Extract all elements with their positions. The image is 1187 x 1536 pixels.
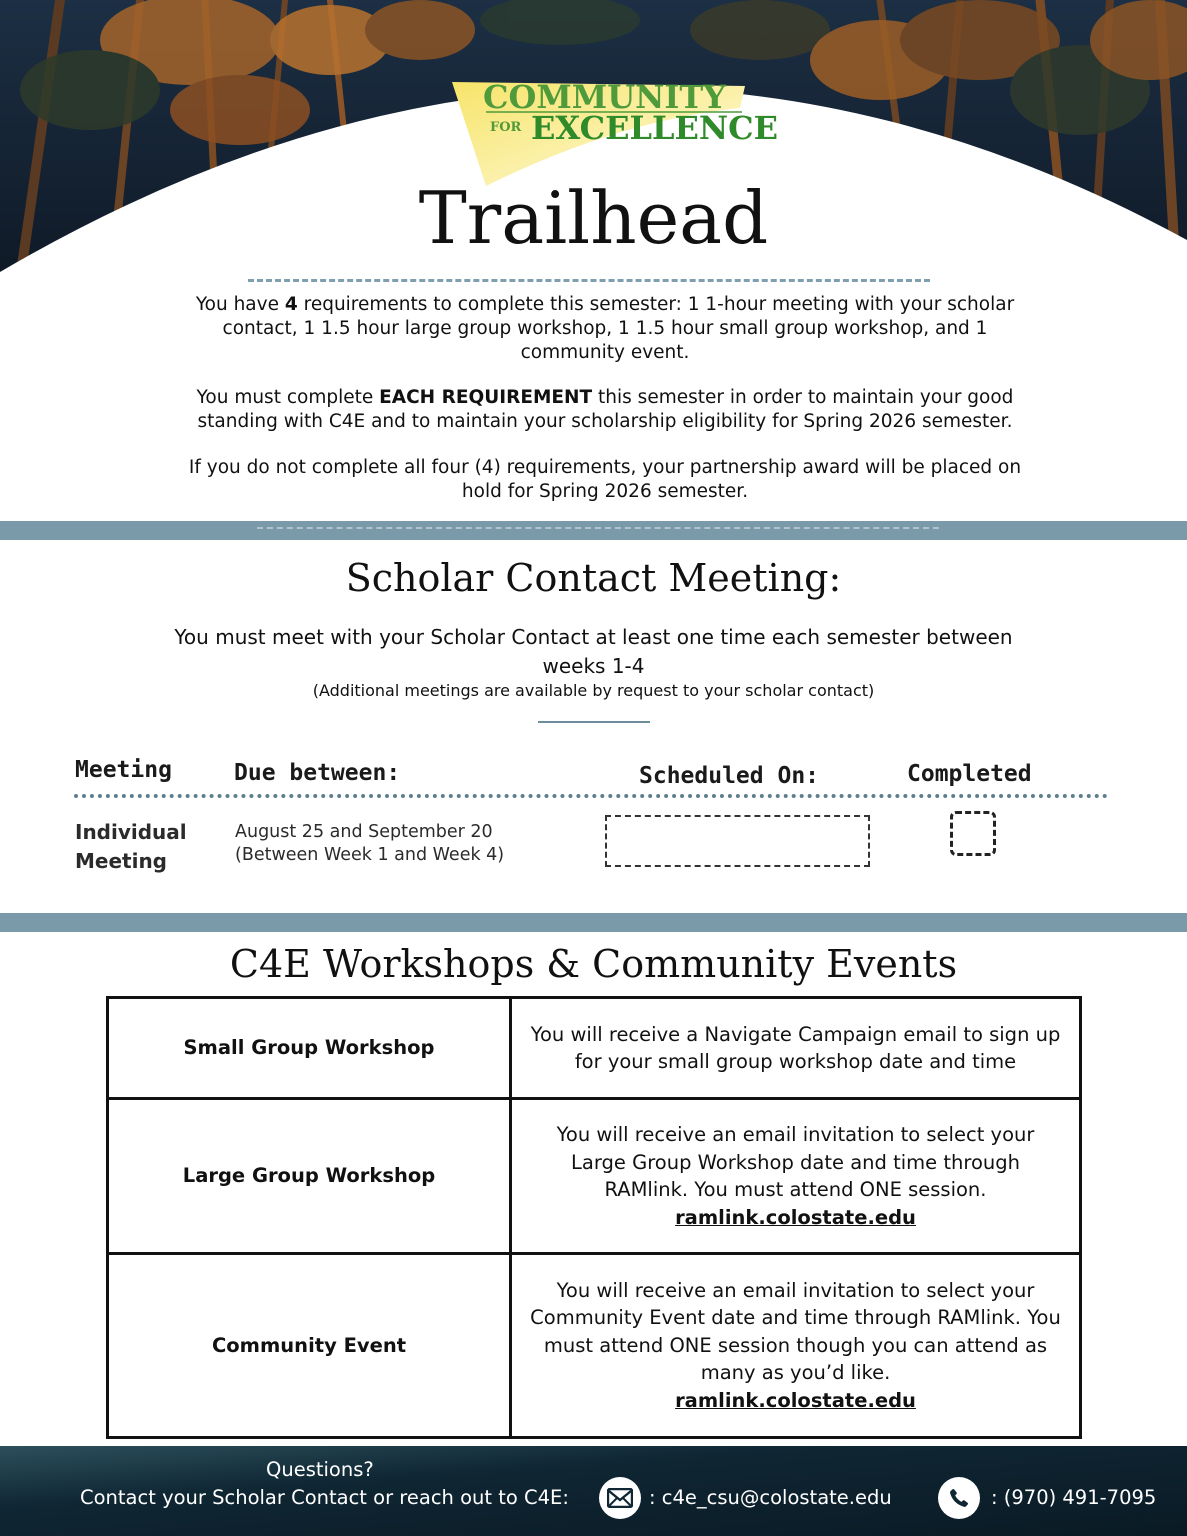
intro-paragraph-1: You have 4 requirements to complete this semester: 1 1-hour meeting with your scholar contact, 1 1.5 hour large group workshop, 1 1.5 hour small group workshop, and 1 community event. [195, 294, 1015, 363]
header-meeting: Meeting [75, 757, 172, 783]
workshop-label: Community Event [108, 1254, 511, 1438]
footer-contact-text: Contact your Scholar Contact or reach out to C4E: [80, 1486, 569, 1509]
footer-questions: Questions? [266, 1458, 374, 1481]
ramlink-link[interactable]: ramlink.colostate.edu [675, 1205, 916, 1229]
logo-excellence: EXCELLENCE [531, 109, 779, 147]
short-divider [538, 721, 650, 723]
envelope-icon [599, 1477, 641, 1519]
intro-paragraph-3: If you do not complete all four (4) requirements, your partnership award will be placed on hold for Spring 2026 semester. [188, 457, 1022, 502]
table-row [108, 1254, 1081, 1438]
section-band [0, 521, 1187, 540]
ramlink-link[interactable]: ramlink.colostate.edu [675, 1388, 916, 1412]
header-dotted-rule [74, 794, 1108, 798]
workshop-description: You will receive an email invitation to select your Large Group Workshop date and time through RAMlink. You must attend ONE session. ramlink.colostate.edu [511, 1099, 1081, 1254]
workshop-description: You will receive an email invitation to select your Community Event date and time through RAMlink. You must attend ONE session though you can attend as many as you’d like. ramlink.colostate.edu [511, 1254, 1081, 1438]
scheduled-on-field[interactable] [605, 815, 870, 867]
meeting-due-dates: August 25 and September 20 (Between Week 1 and Week 4) [235, 822, 505, 865]
workshop-label: Small Group Workshop [108, 998, 511, 1099]
phone-icon [938, 1477, 980, 1519]
title-divider [248, 279, 930, 282]
workshop-description: You will receive a Navigate Campaign email to sign up for your small group workshop date and time [511, 998, 1081, 1099]
workshops-section-title: C4E Workshops & Community Events [229, 942, 958, 986]
band-dash-line [257, 527, 939, 529]
intro-paragraph-2: You must complete EACH REQUIREMENT this semester in order to maintain your good standing with C4E and to maintain your scholarship eligibility for Spring 2026 semester. [196, 387, 1014, 432]
workshops-table [106, 996, 1082, 1439]
logo-for: FOR [490, 120, 522, 135]
header-scheduled: Scheduled On: [639, 763, 820, 789]
footer-email[interactable]: : c4e_csu@colostate.edu [649, 1486, 892, 1509]
table-row [108, 1099, 1081, 1254]
meeting-type: Individual Meeting [75, 820, 187, 873]
completed-checkbox[interactable] [950, 811, 996, 856]
meeting-note: (Additional meetings are available by request to your scholar contact) [312, 681, 875, 700]
logo-community: COMMUNITY [483, 78, 726, 116]
table-row [108, 998, 1081, 1099]
footer-phone[interactable]: : (970) 491-7095 [991, 1486, 1157, 1509]
meeting-description: You must meet with your Scholar Contact at least one time each semester between weeks 1-4 [174, 625, 1013, 678]
header-due: Due between: [234, 760, 401, 786]
header-completed: Completed [907, 761, 1032, 787]
page-title: Trailhead [418, 176, 769, 260]
workshop-label: Large Group Workshop [108, 1099, 511, 1254]
section-band-2 [0, 913, 1187, 932]
meeting-section-title: Scholar Contact Meeting: [345, 556, 842, 600]
